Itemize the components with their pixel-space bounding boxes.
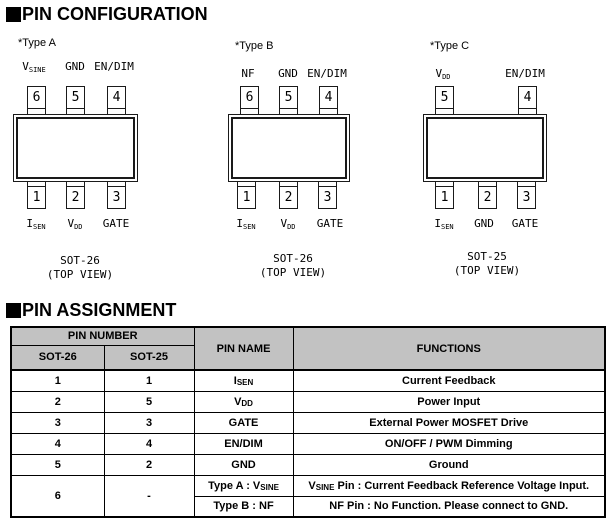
pin-label-isen: $I_{SEN}$ <box>236 217 256 231</box>
pin-label-isen: $I_{SEN}$ <box>434 217 454 231</box>
section-header-pin-configuration <box>6 4 208 25</box>
cell-pin-name: Type A : VSINE <box>194 475 293 496</box>
cell-pin-name: GATE <box>194 412 293 433</box>
pin-number: 4 <box>319 86 338 109</box>
cell-sot25: 1 <box>104 370 194 391</box>
cell-pin-name: EN/DIM <box>194 433 293 454</box>
pin-label-endim: EN/DIM <box>94 60 134 73</box>
pin-label-vdd: $V_{DD}$ <box>280 217 296 231</box>
pin-number: 1 <box>237 186 256 209</box>
package-body-inner-outline <box>16 117 135 179</box>
section-title-pin-configuration: PIN CONFIGURATION <box>22 4 208 24</box>
pin-number: 4 <box>107 86 126 109</box>
cell-pin-name: Type B : NF <box>194 496 293 517</box>
pin-label-gnd: GND <box>474 217 494 230</box>
pin-number: 2 <box>478 186 497 209</box>
pin-box-a6 <box>27 86 46 115</box>
pin-number: 3 <box>107 186 126 209</box>
section-title-pin-assignment: PIN ASSIGNMENT <box>22 300 177 320</box>
pin-label-endim: EN/DIM <box>505 67 545 80</box>
pin-box-a2 <box>66 181 85 209</box>
package-body-type-c <box>423 114 547 182</box>
pin-number: 6 <box>240 86 259 109</box>
table-row <box>11 475 605 496</box>
pin-label-gate: GATE <box>511 217 539 230</box>
pin-label-isen: $I_{SEN}$ <box>26 217 46 231</box>
cell-sot25: 5 <box>104 391 194 412</box>
table-row <box>11 370 605 391</box>
pin-label-gate: GATE <box>316 217 344 230</box>
cell-sot25: 3 <box>104 412 194 433</box>
pin-box-c5 <box>435 86 454 115</box>
black-square-icon <box>6 303 21 318</box>
pin-label-gnd: GND <box>278 67 298 80</box>
table-header-row-1 <box>11 327 605 345</box>
pin-box-b2 <box>279 181 298 209</box>
pin-box-a4 <box>107 86 126 115</box>
cell-sot25: 2 <box>104 454 194 475</box>
pin-number: 3 <box>517 186 536 209</box>
pin-label-gnd: GND <box>65 60 85 73</box>
pin-box-c1 <box>435 181 454 209</box>
pin-label-vsine: $V_{SINE}$ <box>22 60 46 74</box>
cell-sot25: 4 <box>104 433 194 454</box>
table-row <box>11 391 605 412</box>
package-name-type-c: SOT-25 <box>467 250 507 263</box>
type-c-label: *Type C <box>430 40 470 52</box>
type-a-label: *Type A <box>18 37 56 49</box>
package-name-type-b: SOT-26 <box>273 252 313 265</box>
pin-box-b1 <box>237 181 256 209</box>
pin-number: 1 <box>435 186 454 209</box>
cell-sot26: 3 <box>11 412 104 433</box>
cell-sot26: 4 <box>11 433 104 454</box>
pin-box-c3 <box>517 181 536 209</box>
table-row <box>11 412 605 433</box>
type-b-label: *Type B <box>235 40 274 52</box>
pin-label-vdd: $V_{DD}$ <box>435 67 451 81</box>
pin-box-b5 <box>279 86 298 115</box>
pin-box-a1 <box>27 181 46 209</box>
cell-sot26: 5 <box>11 454 104 475</box>
header-sot26: SOT-26 <box>11 345 104 370</box>
pin-number: 1 <box>27 186 46 209</box>
package-name-type-a: SOT-26 <box>60 254 100 267</box>
cell-function: ON/OFF / PWM Dimming <box>293 433 605 454</box>
pin-number: 5 <box>279 86 298 109</box>
black-square-icon <box>6 7 21 22</box>
pin-number: 2 <box>279 186 298 209</box>
pin-label-vdd: $V_{DD}$ <box>67 217 83 231</box>
pin-box-b6 <box>240 86 259 115</box>
pin-number: 3 <box>318 186 337 209</box>
pin-number: 5 <box>66 86 85 109</box>
cell-pin-name: ISEN <box>194 370 293 391</box>
pin-box-b3 <box>318 181 337 209</box>
pin-label-endim: EN/DIM <box>307 67 347 80</box>
cell-function: NF Pin : No Function. Please connect to GND. <box>293 496 605 517</box>
header-sot25: SOT-25 <box>104 345 194 370</box>
pin-box-a3 <box>107 181 126 209</box>
pin-box-a5 <box>66 86 85 115</box>
package-body-inner-outline <box>426 117 544 179</box>
package-view-type-a: (TOP VIEW) <box>46 268 114 281</box>
header-pin-number: PIN NUMBER <box>11 327 194 345</box>
table-row <box>11 454 605 475</box>
pin-number: 5 <box>435 86 454 109</box>
package-body-type-b <box>228 114 350 182</box>
pin-assignment-table <box>10 326 606 518</box>
pin-box-c2 <box>478 181 497 209</box>
pin-label-nf: NF <box>241 67 255 80</box>
header-pin-name: PIN NAME <box>194 327 293 370</box>
cell-function: Ground <box>293 454 605 475</box>
cell-sot26: 2 <box>11 391 104 412</box>
cell-sot26: 6 <box>11 475 104 517</box>
pin-box-c4 <box>518 86 537 115</box>
pin-number: 2 <box>66 186 85 209</box>
cell-function: Power Input <box>293 391 605 412</box>
pin-label-gate: GATE <box>102 217 130 230</box>
package-view-type-b: (TOP VIEW) <box>259 266 327 279</box>
section-header-pin-assignment <box>6 300 176 321</box>
cell-function: External Power MOSFET Drive <box>293 412 605 433</box>
pin-number: 6 <box>27 86 46 109</box>
pin-box-b4 <box>319 86 338 115</box>
table-row <box>11 433 605 454</box>
cell-pin-name: GND <box>194 454 293 475</box>
cell-function: Current Feedback <box>293 370 605 391</box>
cell-function: VSINE Pin : Current Feedback Reference Voltage Input. <box>293 475 605 496</box>
header-functions: FUNCTIONS <box>293 327 605 370</box>
cell-sot26: 1 <box>11 370 104 391</box>
package-body-inner-outline <box>231 117 347 179</box>
cell-sot25: - <box>104 475 194 517</box>
pin-number: 4 <box>518 86 537 109</box>
cell-pin-name: VDD <box>194 391 293 412</box>
package-body-type-a <box>13 114 138 182</box>
package-view-type-c: (TOP VIEW) <box>453 264 521 277</box>
